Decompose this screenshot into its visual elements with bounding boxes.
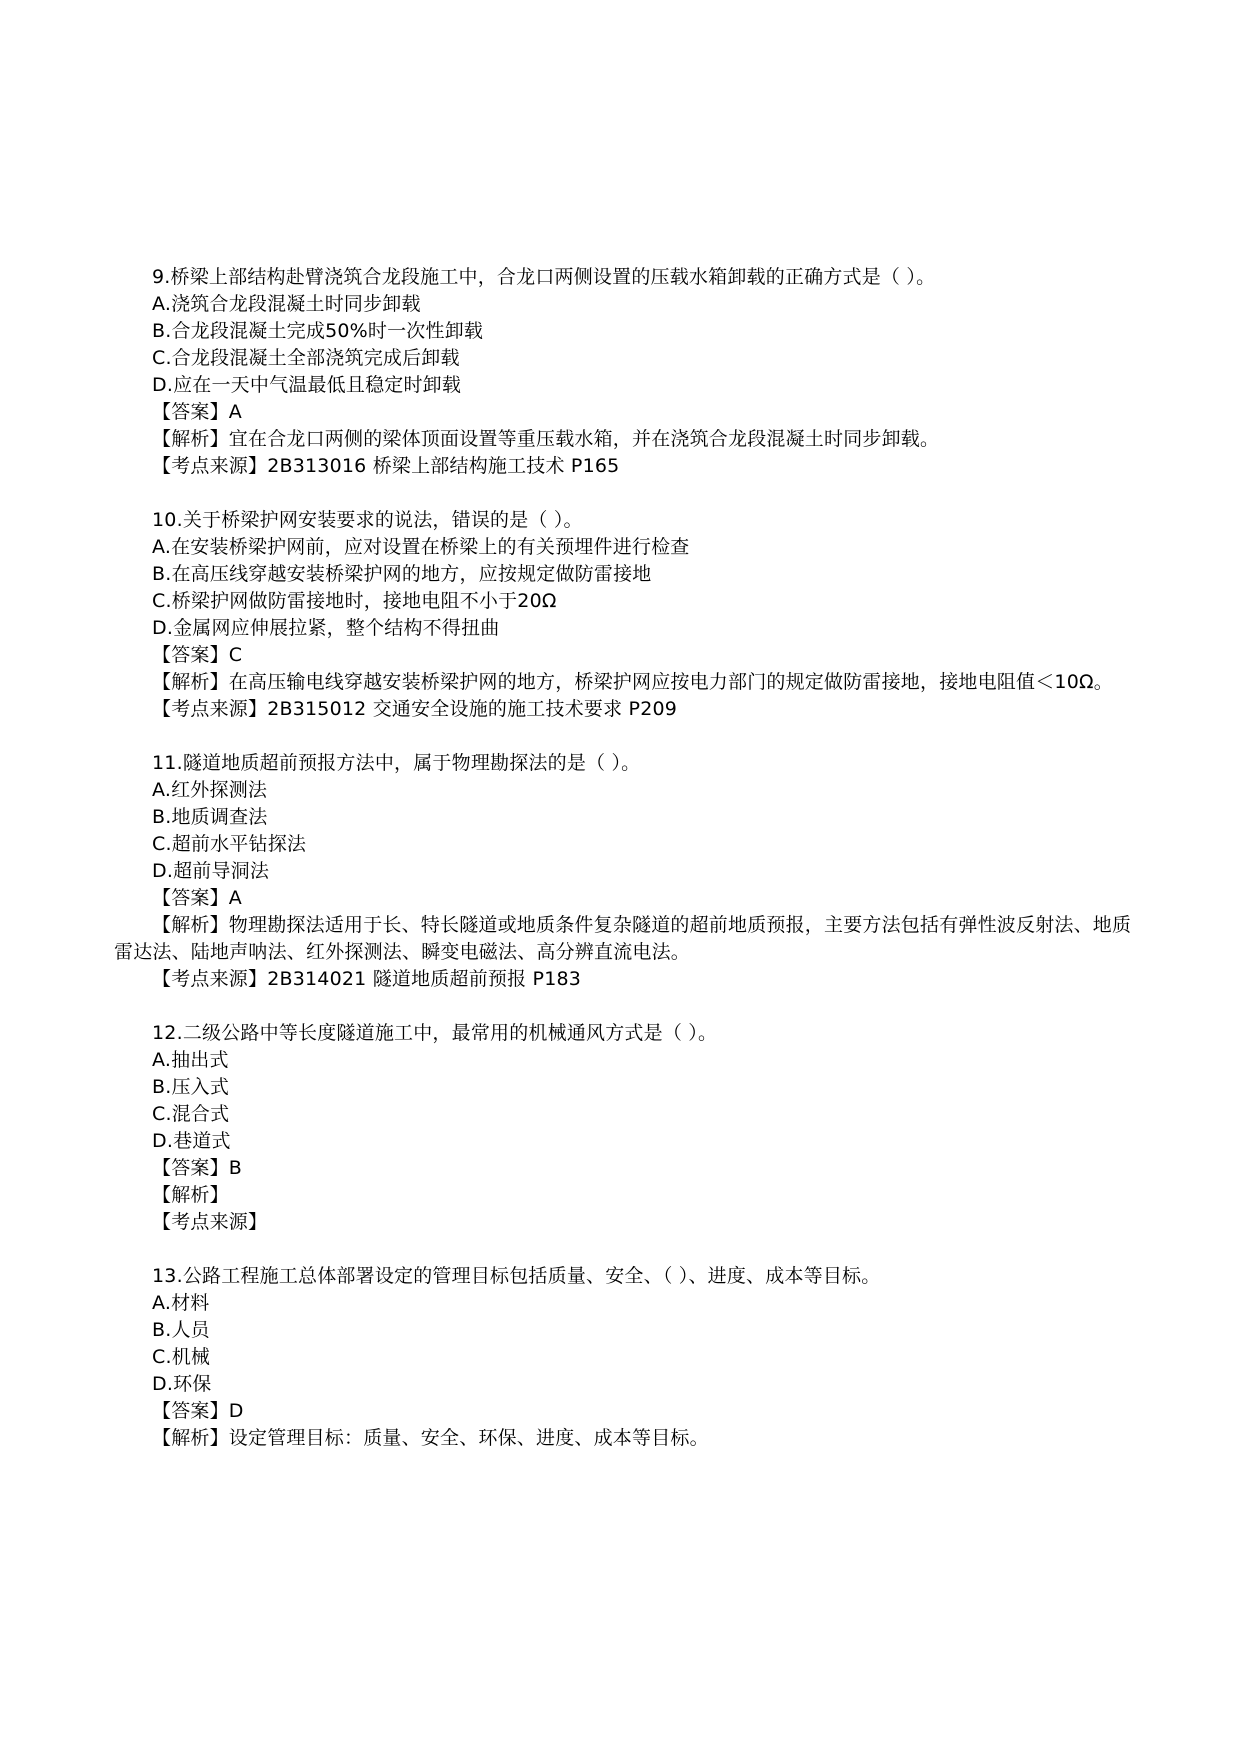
analysis: 【解析】 xyxy=(152,1184,229,1206)
option-a: A.抽出式 xyxy=(152,1049,229,1071)
source: 【考点来源】2B313016 桥梁上部结构施工技术 P165 xyxy=(152,455,620,477)
option-d: D.巷道式 xyxy=(152,1130,231,1152)
question-stem: 10.关于桥梁护网安装要求的说法，错误的是（ ）。 xyxy=(152,509,583,531)
option-b: B.压入式 xyxy=(152,1076,230,1098)
option-b: B.人员 xyxy=(152,1319,210,1341)
question-stem: 12.二级公路中等长度隧道施工中，最常用的机械通风方式是（ ）。 xyxy=(152,1022,718,1044)
option-d: D.环保 xyxy=(152,1373,212,1395)
option-c: C.混合式 xyxy=(152,1103,230,1125)
option-c: C.超前水平钻探法 xyxy=(152,833,307,855)
option-d: D.超前导洞法 xyxy=(152,860,270,882)
option-b: B.地质调查法 xyxy=(152,806,268,828)
question-stem: 9.桥梁上部结构赴臂浇筑合龙段施工中，合龙口两侧设置的压载水箱卸载的正确方式是（ ）。 xyxy=(152,266,936,288)
answer: 【答案】D xyxy=(152,1400,244,1422)
answer: 【答案】A xyxy=(152,401,242,423)
option-c: C.机械 xyxy=(152,1346,211,1368)
question-10 xyxy=(152,507,1132,723)
option-a: A.材料 xyxy=(152,1292,210,1314)
question-12 xyxy=(152,1020,1132,1236)
question-stem: 13.公路工程施工总体部署设定的管理目标包括质量、安全、（ ）、进度、成本等目标。 xyxy=(152,1265,881,1287)
source: 【考点来源】2B314021 隧道地质超前预报 P183 xyxy=(152,968,582,990)
option-c: C.合龙段混凝土全部浇筑完成后卸载 xyxy=(152,347,460,369)
answer: 【答案】A xyxy=(152,887,242,909)
question-11 xyxy=(114,750,1132,993)
source: 【考点来源】2B315012 交通安全设施的施工技术要求 P209 xyxy=(152,698,678,720)
answer: 【答案】B xyxy=(152,1157,243,1179)
source: 【考点来源】 xyxy=(152,1211,268,1233)
option-d: D.应在一天中气温最低且稳定时卸载 xyxy=(152,374,462,396)
analysis: 【解析】宜在合龙口两侧的梁体顶面设置等重压载水箱，并在浇筑合龙段混凝土时同步卸载。 xyxy=(152,428,940,450)
option-a: A.在安装桥梁护网前，应对设置在桥梁上的有关预埋件进行检查 xyxy=(152,536,690,558)
answer: 【答案】C xyxy=(152,644,243,666)
analysis: 【解析】在高压输电线穿越安装桥梁护网的地方，桥梁护网应按电力部门的规定做防雷接地，接地电阻值＜10Ω。 xyxy=(152,671,1113,693)
option-a: A.浇筑合龙段混凝土时同步卸载 xyxy=(152,293,421,315)
analysis: 【解析】物理勘探法适用于长、特长隧道或地质条件复杂隧道的超前地质预报，主要方法包括有弹性波反射法、地质雷达法、陆地声呐法、红外探测法、瞬变电磁法、高分辨直流电法。 xyxy=(114,914,1132,963)
question-13 xyxy=(152,1263,1132,1452)
question-stem: 11.隧道地质超前预报方法中，属于物理勘探法的是（ ）。 xyxy=(152,752,641,774)
analysis: 【解析】设定管理目标：质量、安全、环保、进度、成本等目标。 xyxy=(152,1427,709,1449)
question-9 xyxy=(152,264,1132,480)
option-a: A.红外探测法 xyxy=(152,779,268,801)
option-c: C.桥梁护网做防雷接地时，接地电阻不小于20Ω xyxy=(152,590,557,612)
option-b: B.在高压线穿越安装桥梁护网的地方，应按规定做防雷接地 xyxy=(152,563,652,585)
option-d: D.金属网应伸展拉紧，整个结构不得扭曲 xyxy=(152,617,500,639)
question-list xyxy=(114,264,1132,1479)
option-b: B.合龙段混凝土完成50%时一次性卸载 xyxy=(152,320,484,342)
